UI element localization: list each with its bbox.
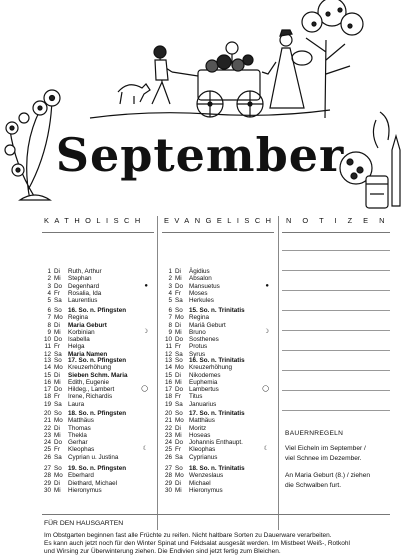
- day-name: Syrus: [189, 350, 206, 358]
- day-number: 14: [43, 364, 51, 372]
- day-name: Helga: [68, 343, 85, 351]
- day-name: Stephan: [68, 275, 92, 283]
- day-name: Matthäus: [189, 417, 215, 425]
- moon-phase-icon: ●: [144, 282, 148, 289]
- day-number: 17: [164, 386, 172, 393]
- day-number: 22: [164, 424, 172, 432]
- bauernregel-line: viel Schnee im Dezember.: [285, 455, 362, 462]
- calendar-day: [42, 329, 154, 336]
- calendar-day: [42, 432, 154, 439]
- day-name: Moses: [189, 289, 208, 297]
- weekday: Fr: [175, 289, 181, 297]
- day-number: 18: [164, 393, 172, 401]
- day-name: Protus: [189, 343, 208, 351]
- day-name: Cyprian u. Justina: [68, 453, 119, 461]
- day-name: Euphemia: [189, 378, 218, 386]
- day-name: Degenhard: [68, 282, 100, 290]
- weekday: Di: [175, 424, 181, 432]
- weekday: Mi: [175, 486, 182, 494]
- day-number: 5: [168, 297, 172, 304]
- weekday: Do: [175, 336, 184, 343]
- day-number: 10: [43, 336, 51, 343]
- day-name: Thomas: [68, 424, 91, 432]
- day-name: Diethard, Michael: [68, 479, 117, 487]
- day-number: 6: [47, 307, 51, 314]
- weekday: Fr: [175, 393, 181, 401]
- weekday: So: [175, 307, 183, 314]
- calendar-day: [163, 364, 275, 371]
- weekday: Mi: [54, 328, 61, 336]
- day-name: Kreuzerhöhung: [189, 364, 233, 372]
- weekday: So: [54, 307, 62, 314]
- day-name: Hieronymus: [189, 486, 223, 494]
- notes-line: [282, 270, 390, 271]
- calendar-day: [42, 386, 154, 393]
- day-name: Gerhar: [68, 439, 88, 446]
- weekday: Do: [54, 336, 63, 343]
- day-number: 19: [164, 400, 172, 408]
- calendar-day: [163, 465, 275, 472]
- weekday: Do: [175, 386, 184, 393]
- weekday: Do: [54, 282, 63, 290]
- weekday: Fr: [175, 343, 181, 351]
- weekday: So: [175, 465, 183, 472]
- day-number: 12: [164, 350, 172, 358]
- day-number: 24: [43, 439, 51, 446]
- day-name: Ruth, Arthur: [68, 268, 102, 275]
- day-number: 27: [43, 465, 51, 472]
- moon-phase-icon: ◯: [262, 386, 269, 392]
- weekday: So: [175, 410, 183, 417]
- day-name: Michael: [189, 479, 211, 487]
- weekday: So: [54, 357, 62, 364]
- day-number: 13: [43, 357, 51, 364]
- garden-heading: FÜR DEN HAUSGARTEN: [44, 520, 124, 527]
- calendar-day: [163, 307, 275, 314]
- weekday: Di: [175, 321, 181, 329]
- calendar-day: [163, 297, 275, 304]
- day-number: 28: [164, 472, 172, 480]
- day-name: Bruno: [189, 328, 206, 336]
- weekday: Mo: [54, 417, 63, 425]
- weekday: Di: [175, 268, 181, 275]
- day-name: Isabella: [68, 336, 90, 343]
- day-number: 8: [47, 321, 51, 329]
- day-number: 16: [43, 378, 51, 386]
- calendar-day: [42, 290, 154, 297]
- day-number: 9: [168, 328, 172, 336]
- day-name: Maria Geburt: [68, 321, 107, 329]
- day-number: 23: [164, 431, 172, 439]
- calendar-week: [163, 410, 275, 461]
- day-name: Eberhard: [68, 472, 94, 480]
- calendar-day: [163, 372, 275, 379]
- weekday: Mo: [175, 314, 184, 322]
- calendar-day: [163, 393, 275, 400]
- calendar-day: [42, 487, 154, 494]
- day-number: 3: [47, 282, 51, 290]
- day-number: 20: [164, 410, 172, 417]
- day-number: 25: [164, 446, 172, 454]
- day-number: 14: [164, 364, 172, 372]
- calendar-day: [42, 439, 154, 446]
- day-number: 2: [47, 275, 51, 283]
- notes-line: [282, 330, 390, 331]
- notes-line: [282, 290, 390, 291]
- weekday: Sa: [54, 400, 62, 408]
- calendar-day: [42, 465, 154, 472]
- moon-phase-icon: ◯: [141, 386, 148, 392]
- calendar-day: [163, 386, 275, 393]
- notes-line: [282, 390, 390, 391]
- day-number: 18: [43, 393, 51, 401]
- notes-line: [282, 310, 390, 311]
- calendar-day: [42, 364, 154, 371]
- day-name: Sosthenes: [189, 336, 219, 343]
- day-number: 19: [43, 400, 51, 408]
- bauernregel-line: die Schwalben furt.: [285, 482, 342, 489]
- bauernregeln-heading: BAUERNREGELN: [285, 430, 344, 437]
- evangelic-header: EVANGELISCH: [164, 216, 277, 225]
- day-name: Kreuzerhöhung: [68, 364, 112, 372]
- day-number: 22: [43, 424, 51, 432]
- day-name: Kleophas: [189, 446, 216, 454]
- calendar-week: [42, 268, 154, 304]
- calendar-day: [42, 379, 154, 386]
- calendar-week: [163, 307, 275, 358]
- weekday: So: [54, 410, 62, 417]
- day-number: 30: [164, 486, 172, 494]
- day-number: 6: [168, 307, 172, 314]
- weekday: Fr: [54, 446, 60, 454]
- notes-line: [282, 410, 390, 411]
- weekday: Di: [54, 424, 60, 432]
- day-name: Januarius: [189, 400, 217, 408]
- calendar-week: [163, 357, 275, 408]
- calendar-day: [163, 314, 275, 321]
- calendar-day: [42, 336, 154, 343]
- day-name: Kleophas: [68, 446, 95, 454]
- day-name: Matthäus: [68, 417, 94, 425]
- day-name: 18. So. n. Trinitatis: [189, 465, 245, 472]
- weekday: Mi: [175, 275, 182, 283]
- day-name: Moritz: [189, 424, 207, 432]
- calendar-day: [163, 322, 275, 329]
- day-number: 15: [43, 371, 51, 379]
- day-number: 20: [43, 410, 51, 417]
- day-number: 1: [168, 268, 172, 275]
- weekday: Do: [175, 282, 184, 290]
- weekday: Sa: [175, 400, 183, 408]
- weekday: So: [175, 357, 183, 364]
- day-name: Regina: [68, 314, 88, 322]
- weekday: Do: [54, 386, 63, 393]
- weekday: Fr: [54, 393, 60, 401]
- day-name: Maria Namen: [68, 350, 108, 358]
- catholic-header: KATHOLISCH: [44, 216, 146, 225]
- weekday: Mi: [54, 275, 61, 283]
- day-number: 7: [168, 314, 172, 322]
- calendar-day: [42, 410, 154, 417]
- weekday: Mo: [175, 364, 184, 372]
- day-number: 9: [47, 328, 51, 336]
- weekday: Sa: [175, 297, 183, 304]
- day-number: 30: [43, 486, 51, 494]
- day-name: Thekla: [68, 431, 87, 439]
- calendar-day: [42, 283, 154, 290]
- bauernregel-line: An Maria Geburt (8.) / ziehen: [285, 472, 371, 479]
- calendar-day: [163, 343, 275, 350]
- day-name: Ägidius: [189, 268, 210, 275]
- weekday: Mo: [54, 314, 63, 322]
- calendar-day: [163, 268, 275, 275]
- weekday: Fr: [54, 289, 60, 297]
- weekday: Di: [54, 479, 60, 487]
- day-name: Regina: [189, 314, 209, 322]
- day-name: 19. So. n. Pfingsten: [68, 465, 127, 472]
- calendar-day: [163, 417, 275, 424]
- day-number: 29: [43, 479, 51, 487]
- weekday: Mi: [54, 431, 61, 439]
- moon-phase-icon: ☾: [142, 446, 148, 453]
- weekday: Sa: [54, 350, 62, 358]
- catholic-divider: [42, 232, 154, 233]
- day-name: Laurentius: [68, 297, 98, 304]
- weekday: So: [54, 465, 62, 472]
- day-number: 26: [43, 453, 51, 461]
- weekday: Do: [175, 439, 184, 446]
- calendar-day: [163, 290, 275, 297]
- calendar-day: [163, 487, 275, 494]
- day-name: 16. So. n. Trinitatis: [189, 357, 245, 364]
- calendar-day: [42, 357, 154, 364]
- day-name: Sieben Schm. Maria: [68, 371, 128, 379]
- page-title: September: [55, 128, 345, 182]
- day-number: 10: [164, 336, 172, 343]
- calendar-week: [163, 268, 275, 304]
- calendar-day: [163, 454, 275, 461]
- day-number: 2: [168, 275, 172, 283]
- calendar-day: [163, 357, 275, 364]
- calendar-week: [42, 357, 154, 408]
- day-name: Johannis Enthaupt.: [189, 439, 243, 446]
- weekday: Di: [175, 371, 181, 379]
- calendar-day: [42, 446, 154, 453]
- day-number: 29: [164, 479, 172, 487]
- garden-divider: [42, 514, 390, 515]
- day-number: 1: [47, 268, 51, 275]
- weekday: Fr: [175, 446, 181, 454]
- day-number: 26: [164, 453, 172, 461]
- calendar-day: [42, 297, 154, 304]
- day-number: 24: [164, 439, 172, 446]
- weekday: Mo: [175, 417, 184, 425]
- day-number: 5: [47, 297, 51, 304]
- day-name: Korbinian: [68, 328, 95, 336]
- day-number: 3: [168, 282, 172, 290]
- bauernregel-line: Viel Eicheln im September /: [285, 445, 366, 452]
- notes-header: NOTIZEN: [286, 216, 396, 225]
- moon-phase-icon: ☽: [142, 328, 148, 335]
- day-name: Laura: [68, 400, 85, 408]
- column-separator: [278, 216, 279, 530]
- calendar-day: [163, 432, 275, 439]
- day-name: Absalon: [189, 275, 212, 283]
- day-number: 21: [43, 417, 51, 425]
- calendar-day: [42, 372, 154, 379]
- calendar-day: [42, 322, 154, 329]
- calendar-week: [42, 465, 154, 494]
- weekday: Mi: [54, 378, 61, 386]
- day-name: Irene, Richardis: [68, 393, 113, 401]
- calendar-week: [42, 410, 154, 461]
- day-name: Wenzeslaus: [189, 472, 224, 480]
- garden-text: [44, 532, 390, 557]
- day-number: 27: [164, 465, 172, 472]
- calendar-day: [42, 343, 154, 350]
- calendar-day: [163, 480, 275, 487]
- calendar-day: [163, 401, 275, 408]
- calendar-day: [163, 439, 275, 446]
- moon-phase-icon: ●: [265, 282, 269, 289]
- day-name: 18. So. n. Pfingsten: [68, 410, 127, 417]
- garden-line: und Wirsing zur Überwinterung ziehen. Die Endivien sind jetzt fertig zum Bleichen.: [44, 548, 281, 556]
- weekday: Mi: [175, 378, 182, 386]
- weekday: Mo: [54, 364, 63, 372]
- calendar-day: [163, 410, 275, 417]
- day-name: Mansuetus: [189, 282, 220, 290]
- weekday: Mo: [54, 472, 63, 480]
- garden-line: Es kann auch jetzt noch für den Winter Spinat und Feldsalat ausgesät werden. Im Mistbeet Weiß-, Rotkohl: [44, 540, 350, 548]
- calendar-day: [163, 283, 275, 290]
- weekday: Mi: [54, 486, 61, 494]
- calendar-day: [163, 336, 275, 343]
- calendar-day: [163, 425, 275, 432]
- day-name: 15. So. n. Trinitatis: [189, 307, 245, 314]
- day-name: Edith, Eugenie: [68, 378, 109, 386]
- notes-line: [282, 370, 390, 371]
- day-number: 8: [168, 321, 172, 329]
- weekday: Sa: [175, 453, 183, 461]
- day-name: Herkules: [189, 297, 214, 304]
- weekday: Mi: [175, 328, 182, 336]
- calendar-day: [42, 393, 154, 400]
- calendar-week: [163, 465, 275, 494]
- calendar-day: [42, 425, 154, 432]
- day-number: 13: [164, 357, 172, 364]
- day-number: 11: [44, 343, 51, 351]
- day-name: Mariä Geburt: [189, 321, 226, 329]
- weekday: Mo: [175, 472, 184, 480]
- weekday: Mi: [175, 431, 182, 439]
- calendar-day: [42, 314, 154, 321]
- calendar-day: [163, 275, 275, 282]
- day-number: 23: [43, 431, 51, 439]
- column-separator: [157, 216, 158, 530]
- weekday: Sa: [54, 297, 62, 304]
- notes-line: [282, 350, 390, 351]
- day-name: 17. So. n. Pfingsten: [68, 357, 127, 364]
- garden-line: Im Obstgarten beginnen fast alle Früchte zu reifen. Nicht haltbare Sorten zu Dauerware verarbeiten.: [44, 532, 332, 539]
- day-number: 11: [165, 343, 172, 351]
- calendar-day: [42, 268, 154, 275]
- weekday: Sa: [54, 453, 62, 461]
- calendar-day: [42, 480, 154, 487]
- day-number: 28: [43, 472, 51, 480]
- weekday: Di: [175, 479, 181, 487]
- moon-phase-icon: ☽: [263, 328, 269, 335]
- calendar-day: [42, 454, 154, 461]
- day-number: 16: [164, 378, 172, 386]
- calendar-day: [42, 275, 154, 282]
- calendar-day: [42, 417, 154, 424]
- day-number: 15: [164, 371, 172, 379]
- day-name: Cyprianus: [189, 453, 218, 461]
- calendar-day: [163, 472, 275, 479]
- day-name: Lambertus: [189, 386, 219, 393]
- calendar-day: [163, 329, 275, 336]
- weekday: Di: [54, 268, 60, 275]
- day-name: 17. So. n. Trinitatis: [189, 410, 245, 417]
- day-number: 7: [47, 314, 51, 322]
- weekday: Fr: [54, 343, 60, 351]
- calendar-day: [163, 446, 275, 453]
- day-name: Rosalia, Ida: [68, 289, 102, 297]
- calendar-week: [42, 307, 154, 358]
- calendar-day: [42, 401, 154, 408]
- day-number: 25: [43, 446, 51, 454]
- weekday: Di: [54, 371, 60, 379]
- notes-divider: [282, 232, 390, 233]
- calendar-day: [163, 379, 275, 386]
- day-number: 4: [47, 289, 51, 297]
- weekday: Do: [54, 439, 63, 446]
- day-number: 12: [43, 350, 51, 358]
- weekday: Di: [54, 321, 60, 329]
- evangelic-divider: [162, 232, 274, 233]
- notes-line: [282, 250, 390, 251]
- calendar-day: [42, 307, 154, 314]
- day-name: Nikodemes: [189, 371, 221, 379]
- day-name: Hoseas: [189, 431, 211, 439]
- weekday: Sa: [175, 350, 183, 358]
- calendar-day: [42, 472, 154, 479]
- day-name: Hildeg., Lambert: [68, 386, 115, 393]
- day-name: Titus: [189, 393, 203, 401]
- day-name: 16. So. n. Pfingsten: [68, 307, 127, 314]
- day-number: 4: [168, 289, 172, 297]
- day-number: 21: [164, 417, 172, 425]
- day-name: Hieronymus: [68, 486, 102, 494]
- day-number: 17: [43, 386, 51, 393]
- moon-phase-icon: ☾: [263, 446, 269, 453]
- harvest-illustration: [0, 0, 409, 215]
